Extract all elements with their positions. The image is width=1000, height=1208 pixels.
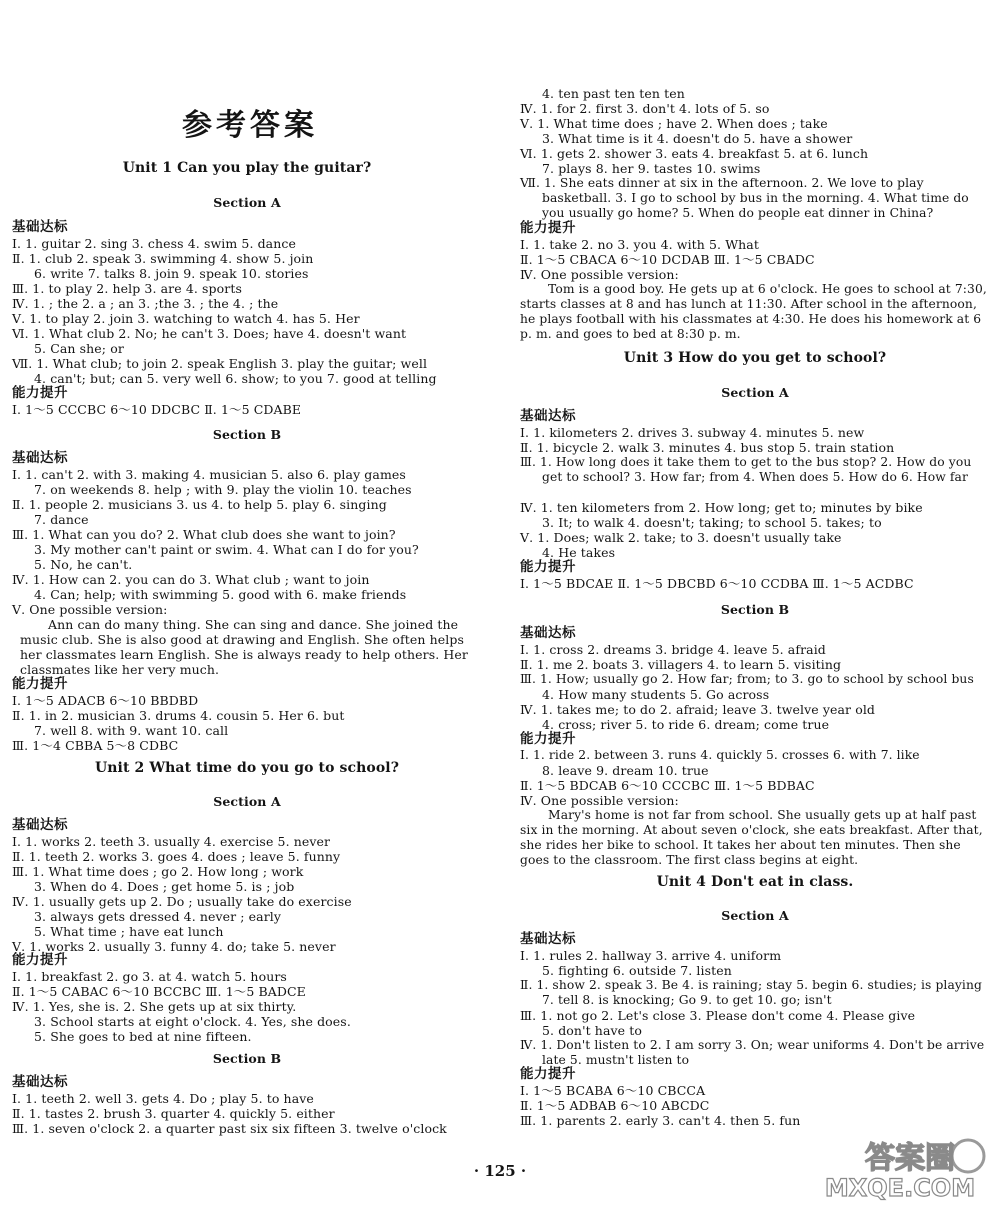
answer-line: Ⅰ. 1. rules 2. hallway 3. arrive 4. uniform: [520, 948, 782, 963]
answer-line: Ⅲ. 1. What can you do? 2. What club does she want to join?: [12, 527, 396, 542]
section-heading: Section B: [212, 427, 282, 442]
basic-heading: 基础达标: [520, 931, 576, 947]
answer-line: 3. always gets dressed 4. never ; early: [34, 909, 282, 924]
answer-line: 4. cross; river 5. to ride 6. dream; come true: [542, 717, 830, 732]
unit-2-heading: Unit 2 What time do you go to school?: [94, 760, 400, 776]
answer-line: 4. ten past ten ten ten: [542, 86, 685, 101]
answer-line: Ⅴ. 1. What time does ; have 2. When does ; take: [520, 116, 828, 131]
answer-line: 7. well 8. with 9. want 10. call: [34, 723, 229, 738]
answer-line: Ⅲ. 1. How; usually go 2. How far; from; to 3. go to school by school bus: [520, 672, 974, 686]
answer-line: 4. He takes: [542, 545, 616, 560]
answer-line: Ⅱ. 1. club 2. speak 3. swimming 4. show 5. join: [12, 251, 314, 266]
watermark-ring-icon: [952, 1140, 984, 1172]
answer-line: 3. When do 4. Does ; get home 5. is ; job: [34, 879, 295, 894]
answer-line: Ⅵ. 1. gets 2. shower 3. eats 4. breakfast 5. at 6. lunch: [520, 146, 869, 161]
answer-line: Ⅳ. 1. How can 2. you can do 3. What club ; want to join: [12, 572, 370, 587]
answer-line: Ⅰ. 1～5 BDCAE Ⅱ. 1～5 DBCBD 6～10 CCDBA Ⅲ. 1～5 ACDBC: [520, 576, 914, 591]
answer-line: Ⅰ. 1. ride 2. between 3. runs 4. quickly 5. crosses 6. with 7. like: [520, 748, 920, 762]
answer-line: 3. My mother can't paint or swim. 4. What can I do for you?: [34, 542, 419, 557]
answer-line: 7. on weekends 8. help ; with 9. play the violin 10. teaches: [34, 482, 412, 497]
answer-line: Ⅱ. 1. in 2. musician 3. drums 4. cousin 5. Her 6. but: [12, 708, 345, 723]
answer-line: 7. dance: [34, 512, 89, 527]
answer-line: 8. leave 9. dream 10. true: [542, 763, 709, 778]
basic-heading: 基础达标: [12, 817, 68, 833]
answer-line: 5. No, he can't.: [34, 557, 133, 572]
section-heading: Section A: [721, 908, 789, 923]
answer-paragraph: Ⅳ. 1. Don't listen to 2. I am sorry 3. On; wear uniforms 4. Don't be arrive late 5. mustn't listen to: [520, 1038, 985, 1067]
answer-line: Ⅰ. 1. breakfast 2. go 3. at 4. watch 5. hours: [12, 969, 287, 984]
unit-4-heading: Unit 4 Don't eat in class.: [656, 874, 854, 890]
ability-heading: 能力提升: [12, 676, 68, 692]
answer-line: Ⅲ. 1. parents 2. early 3. can't 4. then 5. fun: [520, 1113, 801, 1128]
answer-line: Ⅴ. 1. to play 2. join 3. watching to watch 4. has 5. Her: [12, 311, 360, 326]
answer-line: Ⅲ. 1. What time does ; go 2. How long ; work: [12, 864, 304, 879]
basic-heading: 基础达标: [12, 1074, 68, 1090]
watermark-text: 答案圈: [865, 1141, 955, 1176]
answer-line: Ⅶ. 1. What club; to join 2. speak English 3. play the guitar; well: [12, 356, 428, 371]
answer-line: 7. plays 8. her 9. tastes 10. swims: [542, 161, 761, 176]
answer-line: Ⅳ. 1. for 2. first 3. don't 4. lots of 5. so: [520, 101, 770, 116]
answer-line: Ⅰ. 1. teeth 2. well 3. gets 4. Do ; play 5. to have: [12, 1091, 314, 1106]
answer-line: Ⅳ. 1. Yes, she is. 2. She gets up at six thirty.: [12, 999, 297, 1014]
answer-line: Ⅳ. 1. ; the 2. a ; an 3. ;the 3. ; the 4. ; the: [12, 296, 279, 311]
answer-line: 3. It; to walk 4. doesn't; taking; to school 5. takes; to: [542, 515, 882, 530]
answer-line: Ⅱ. 1. tastes 2. brush 3. quarter 4. quickly 5. either: [12, 1106, 335, 1121]
answer-line: 3. What time is it 4. doesn't do 5. have a shower: [542, 131, 853, 146]
answer-line: Ⅰ. 1～5 BCABA 6～10 CBCCA: [520, 1083, 706, 1098]
answer-line: 6. write 7. talks 8. join 9. speak 10. stories: [34, 266, 309, 281]
answer-line: Ⅴ. 1. Does; walk 2. take; to 3. doesn't usually take: [520, 530, 842, 545]
answer-line: Ⅰ. 1～5 ADACB 6～10 BBDBD: [12, 693, 199, 708]
basic-heading: 基础达标: [520, 625, 576, 641]
page-number: · 125 ·: [473, 1162, 527, 1180]
section-heading: Section B: [720, 602, 790, 617]
answer-line: Ⅵ. 1. What club 2. No; he can't 3. Does; have 4. doesn't want: [12, 326, 407, 341]
ability-heading: 能力提升: [520, 559, 576, 575]
basic-heading: 基础达标: [520, 408, 576, 424]
answer-line: Ⅱ. 1. bicycle 2. walk 3. minutes 4. bus stop 5. train station: [520, 440, 895, 455]
answer-line: Ⅱ. 1～5 CBACA 6～10 DCDAB Ⅲ. 1～5 CBADC: [520, 252, 815, 267]
answer-line: 5. What time ; have eat lunch: [34, 924, 224, 939]
answer-line: Ⅰ. 1. kilometers 2. drives 3. subway 4. minutes 5. new: [520, 425, 865, 440]
answer-line: Ⅱ. 1. me 2. boats 3. villagers 4. to learn 5. visiting: [520, 657, 842, 672]
ability-heading: 能力提升: [520, 220, 576, 236]
answer-line: Ⅰ. 1. guitar 2. sing 3. chess 4. swim 5. dance: [12, 236, 296, 251]
section-heading: Section A: [721, 385, 789, 400]
basic-heading: 基础达标: [12, 450, 68, 466]
answer-line: Ⅲ. 1～4 CBBA 5～8 CDBC: [12, 738, 179, 753]
answer-line: Ⅰ. 1～5 CCCBC 6～10 DDCBC Ⅱ. 1～5 CDABE: [12, 402, 302, 417]
answer-line: Ⅰ. 1. cross 2. dreams 3. bridge 4. leave 5. afraid: [520, 642, 826, 657]
unit-1-heading: Unit 1 Can you play the guitar?: [122, 160, 372, 176]
answer-line: 4. How many students 5. Go across: [542, 687, 770, 702]
basic-heading: 基础达标: [12, 219, 68, 235]
answer-line: Ⅲ. 1. seven o'clock 2. a quarter past six six fifteen 3. twelve o'clock: [12, 1121, 447, 1136]
ability-heading: 能力提升: [520, 731, 576, 747]
answer-line: Ⅳ. 1. ten kilometers from 2. How long; get to; minutes by bike: [520, 500, 923, 515]
answer-line: Ⅴ. One possible version:: [12, 602, 168, 617]
page-title: 参考答案: [182, 108, 318, 143]
answer-line: Ⅱ. 1. teeth 2. works 3. goes 4. does ; leave 5. funny: [12, 849, 341, 864]
answer-line: Ⅱ. 1. people 2. musicians 3. us 4. to help 5. play 6. singing: [12, 497, 387, 512]
answer-line: Ⅲ. 1. to play 2. help 3. are 4. sports: [12, 281, 242, 296]
answer-line: 4. can't; but; can 5. very well 6. show; to you 7. good at telling: [34, 371, 437, 386]
answer-line: Ⅰ. 1. can't 2. with 3. making 4. musician 5. also 6. play games: [12, 467, 406, 482]
answer-line: 5. don't have to: [542, 1023, 642, 1038]
answer-line: Ⅳ. One possible version:: [520, 793, 679, 808]
answer-line: Ⅳ. One possible version:: [520, 267, 679, 282]
unit-3-heading: Unit 3 How do you get to school?: [623, 350, 887, 366]
answer-line: Ⅴ. 1. works 2. usually 3. funny 4. do; take 5. never: [12, 939, 336, 954]
answer-paragraph: Ⅶ. 1. She eats dinner at six in the afternoon. 2. We love to play basketball. 3. I go to school by bus in the morning. 4. What time do you usually go home? 5. When do people eat dinner in China?: [520, 176, 969, 220]
answer-line: 4. Can; help; with swimming 5. good with 6. make friends: [34, 587, 407, 602]
answer-line: 5. fighting 6. outside 7. listen: [542, 963, 732, 978]
answer-line: Ⅲ. 1. not go 2. Let's close 3. Please don't come 4. Please give: [520, 1008, 916, 1023]
ability-heading: 能力提升: [12, 385, 68, 401]
answer-line: Ⅳ. 1. usually gets up 2. Do ; usually take do exercise: [12, 894, 352, 909]
answer-line: Ⅱ. 1～5 ADBAB 6～10 ABCDC: [520, 1098, 710, 1113]
answer-line: 3. School starts at eight o'clock. 4. Yes, she does.: [34, 1014, 351, 1029]
answer-line: Ⅰ. 1. take 2. no 3. you 4. with 5. What: [520, 237, 759, 252]
sample-paragraph: Ann can do many thing. She can sing and dance. She joined the music club. She is also good at drawing and English. She often helps her classmates learn English. She is always ready to help others. Her classmates like her very much.: [20, 617, 468, 677]
watermark-logo-icon: [790, 1134, 990, 1204]
ability-heading: 能力提升: [12, 952, 68, 968]
ability-heading: 能力提升: [520, 1066, 576, 1082]
answer-line: Ⅱ. 1～5 BDCAB 6～10 CCCBC Ⅲ. 1～5 BDBAC: [520, 778, 815, 793]
answer-paragraph: Ⅲ. 1. How long does it take them to get to the bus stop? 2. How do you get to school? 3. How far; from 4. When does 5. How do 6. How far: [520, 455, 972, 484]
answer-line: 5. Can she; or: [34, 341, 124, 356]
answer-line: 5. She goes to bed at nine fifteen.: [34, 1029, 252, 1044]
watermark-url: MXQE.COM: [824, 1174, 976, 1202]
answer-line: Ⅱ. 1～5 CABAC 6～10 BCCBC Ⅲ. 1～5 BADCE: [12, 984, 306, 999]
section-heading: Section B: [212, 1051, 282, 1066]
sample-paragraph: Mary's home is not far from school. She usually gets up at half past six in the morning. At about seven o'clock, she eats breakfast. After that, she rides her bike to school. It takes her about ten minutes. Then she goes to the classroom. The first class begins at eight.: [520, 808, 983, 867]
answer-line: Ⅰ. 1. works 2. teeth 3. usually 4. exercise 5. never: [12, 834, 331, 849]
answer-line: Ⅳ. 1. takes me; to do 2. afraid; leave 3. twelve year old: [520, 702, 876, 717]
answer-paragraph: Ⅱ. 1. show 2. speak 3. Be 4. is raining; stay 5. begin 6. studies; is playing 7. tell 8. is knocking; Go 9. to get 10. go; isn't: [520, 978, 982, 1007]
sample-paragraph: Tom is a good boy. He gets up at 6 o'clock. He goes to school at 7:30, starts classes at 8 and has lunch at 11:30. After school in the afternoon, he plays football with his classmates at 4:30. He does his homework at 6 p. m. and goes to bed at 8:30 p. m.: [520, 282, 987, 341]
section-heading: Section A: [213, 794, 281, 809]
section-heading: Section A: [213, 195, 281, 210]
